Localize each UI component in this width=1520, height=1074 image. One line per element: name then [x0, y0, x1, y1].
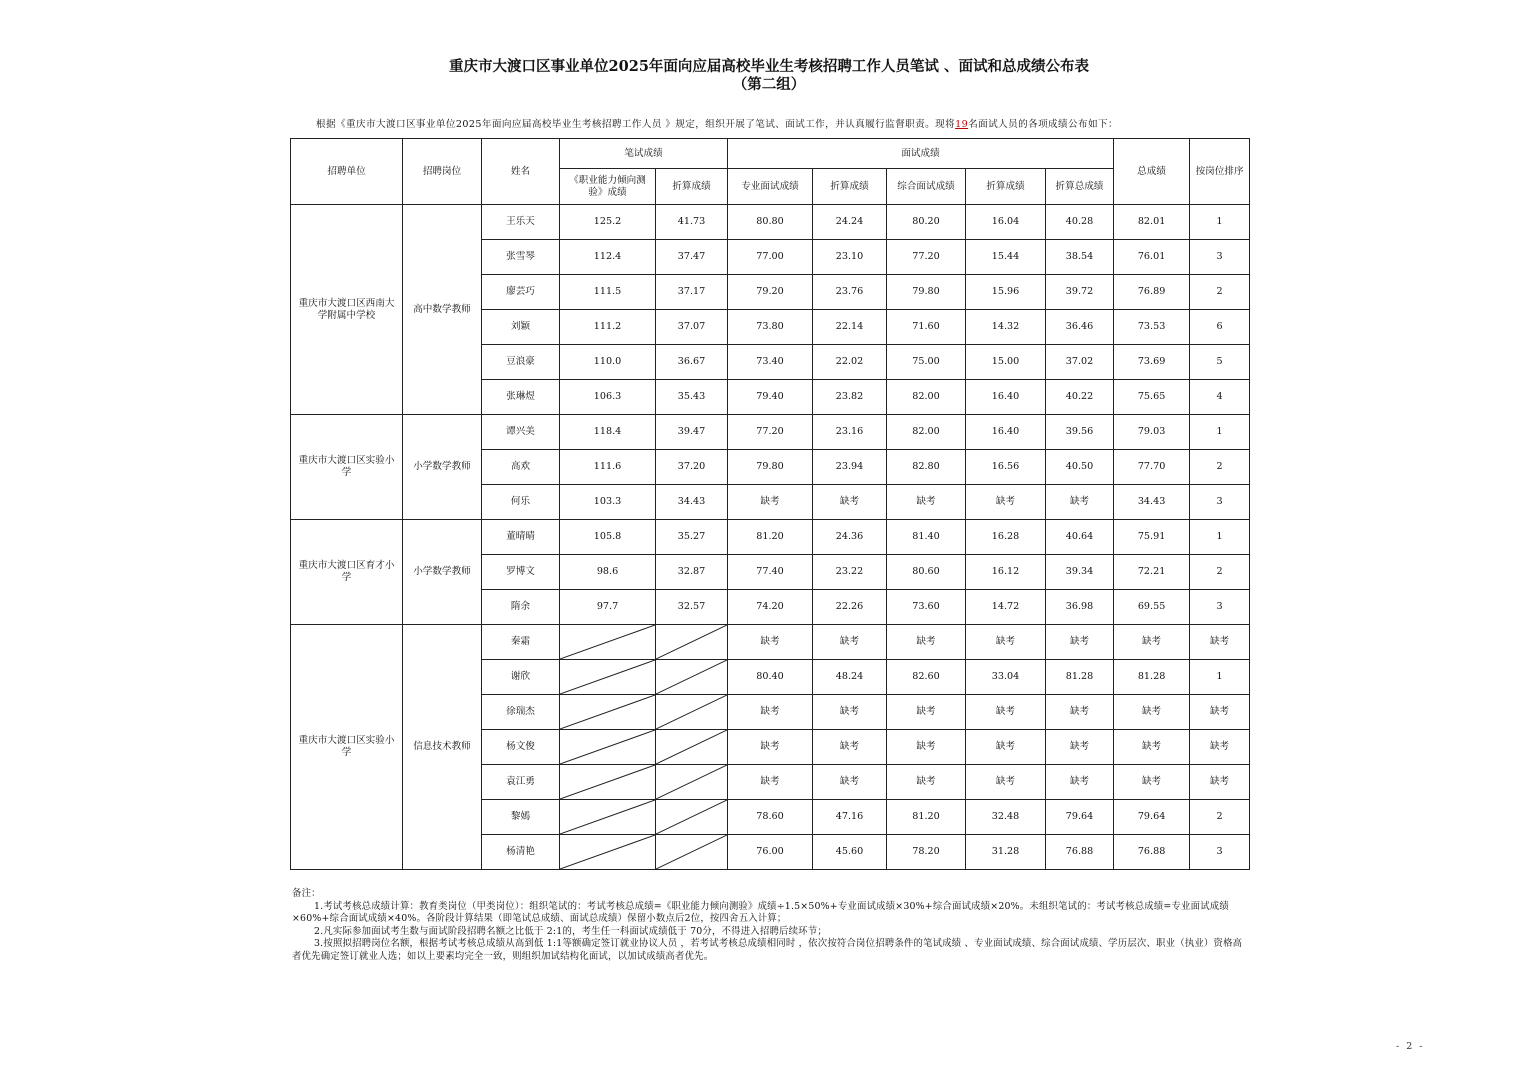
cell-comp-conv: 缺考: [966, 625, 1046, 660]
cell-written-conv: 37.20: [656, 450, 728, 485]
cell-total: 72.21: [1114, 555, 1190, 590]
cell-comp-interview: 81.20: [887, 800, 966, 835]
header-prof-conv: 折算成绩: [813, 169, 887, 205]
cell-aptitude: 111.5: [560, 275, 656, 310]
cell-written-conv: 35.27: [656, 520, 728, 555]
cell-prof-conv: 22.14: [813, 310, 887, 345]
cell-post: 小学数学教师: [403, 520, 482, 625]
cell-name: 黎嫣: [482, 800, 560, 835]
cell-aptitude-struck: [560, 835, 656, 870]
cell-written-conv: 37.17: [656, 275, 728, 310]
cell-name: 张琳煜: [482, 380, 560, 415]
cell-post: 小学数学教师: [403, 415, 482, 520]
cell-total: 79.03: [1114, 415, 1190, 450]
header-comp-conv: 折算成绩: [966, 169, 1046, 205]
cell-name: 豆浪豪: [482, 345, 560, 380]
cell-rank: 2: [1190, 800, 1250, 835]
cell-comp-interview: 82.00: [887, 380, 966, 415]
cell-written-conv: 36.67: [656, 345, 728, 380]
cell-aptitude: 105.8: [560, 520, 656, 555]
cell-prof-interview: 77.40: [728, 555, 813, 590]
cell-interview-total: 76.88: [1046, 835, 1114, 870]
cell-rank: 1: [1190, 415, 1250, 450]
cell-total: 34.43: [1114, 485, 1190, 520]
cell-written-conv: 35.43: [656, 380, 728, 415]
cell-comp-interview: 缺考: [887, 765, 966, 800]
page-number: - 2 -: [1396, 1041, 1425, 1052]
header-name: 姓名: [482, 139, 560, 205]
cell-comp-conv: 16.04: [966, 205, 1046, 240]
cell-written-conv-struck: [656, 660, 728, 695]
note-3: 3.按照拟招聘岗位名额，根据考试考核总成绩从高到低 1:1等额确定签订就业协议人员 ，若考试考核总成绩相同时 ，依次按符合岗位招聘条件的笔试成绩 、专业面试成绩、综合面试成绩、学历层次、职业（执业）资格高者优先确定签订就业人选；如以上要素均完全一致，则组织加试结构化面试，以加试成绩高者优先。: [292, 938, 1243, 962]
cell-aptitude: 103.3: [560, 485, 656, 520]
cell-prof-conv: 45.60: [813, 835, 887, 870]
cell-comp-conv: 16.28: [966, 520, 1046, 555]
cell-aptitude: 106.3: [560, 380, 656, 415]
cell-comp-conv: 16.12: [966, 555, 1046, 590]
cell-rank: 1: [1190, 660, 1250, 695]
cell-written-conv: 41.73: [656, 205, 728, 240]
cell-interview-total: 40.50: [1046, 450, 1114, 485]
cell-rank: 缺考: [1190, 730, 1250, 765]
cell-name: 谢欣: [482, 660, 560, 695]
cell-comp-conv: 14.32: [966, 310, 1046, 345]
cell-total: 76.88: [1114, 835, 1190, 870]
cell-unit: 重庆市大渡口区实验小学: [291, 415, 403, 520]
cell-aptitude-struck: [560, 730, 656, 765]
cell-rank: 1: [1190, 205, 1250, 240]
diagonal-strike-icon: [560, 800, 655, 834]
cell-prof-interview: 79.20: [728, 275, 813, 310]
cell-rank: 3: [1190, 485, 1250, 520]
cell-prof-conv: 缺考: [813, 625, 887, 660]
cell-prof-conv: 23.82: [813, 380, 887, 415]
cell-aptitude: 112.4: [560, 240, 656, 275]
cell-prof-interview: 73.80: [728, 310, 813, 345]
cell-rank: 2: [1190, 450, 1250, 485]
cell-rank: 3: [1190, 835, 1250, 870]
cell-prof-conv: 缺考: [813, 695, 887, 730]
cell-interview-total: 40.22: [1046, 380, 1114, 415]
cell-total: 77.70: [1114, 450, 1190, 485]
cell-comp-conv: 16.56: [966, 450, 1046, 485]
cell-name: 张雪琴: [482, 240, 560, 275]
cell-rank: 1: [1190, 520, 1250, 555]
cell-comp-interview: 缺考: [887, 695, 966, 730]
cell-rank: 5: [1190, 345, 1250, 380]
cell-comp-conv: 缺考: [966, 485, 1046, 520]
cell-comp-conv: 缺考: [966, 730, 1046, 765]
note-2: 2.凡实际参加面试考生数与面试阶段招聘名额之比低于 2:1的，考生任一科面试成绩低于 70分，不得进入招聘后续环节；: [314, 925, 827, 937]
cell-name: 何乐: [482, 485, 560, 520]
cell-interview-total: 39.34: [1046, 555, 1114, 590]
cell-name: 秦霜: [482, 625, 560, 660]
cell-comp-interview: 缺考: [887, 625, 966, 660]
cell-prof-conv: 47.16: [813, 800, 887, 835]
cell-comp-interview: 79.80: [887, 275, 966, 310]
cell-aptitude: 111.2: [560, 310, 656, 345]
cell-interview-total: 缺考: [1046, 485, 1114, 520]
cell-interview-total: 缺考: [1046, 695, 1114, 730]
cell-comp-conv: 16.40: [966, 415, 1046, 450]
cell-interview-total: 缺考: [1046, 730, 1114, 765]
cell-comp-interview: 82.60: [887, 660, 966, 695]
cell-written-conv: 37.47: [656, 240, 728, 275]
cell-total: 75.65: [1114, 380, 1190, 415]
cell-rank: 缺考: [1190, 695, 1250, 730]
cell-total: 缺考: [1114, 625, 1190, 660]
notes: [292, 888, 1248, 964]
cell-aptitude-struck: [560, 765, 656, 800]
cell-interview-total: 36.46: [1046, 310, 1114, 345]
intro-text-after: 名面试人员的各项成绩公布如下：: [968, 119, 1119, 130]
cell-written-conv: 32.87: [656, 555, 728, 590]
cell-aptitude-struck: [560, 695, 656, 730]
intro-count: 19: [955, 119, 969, 130]
cell-aptitude: 98.6: [560, 555, 656, 590]
cell-prof-interview: 缺考: [728, 695, 813, 730]
cell-comp-interview: 缺考: [887, 730, 966, 765]
cell-prof-interview: 77.20: [728, 415, 813, 450]
cell-total: 82.01: [1114, 205, 1190, 240]
diagonal-strike-icon: [656, 660, 727, 694]
cell-interview-total: 缺考: [1046, 765, 1114, 800]
cell-name: 杨文俊: [482, 730, 560, 765]
header-written: 笔试成绩: [560, 139, 728, 169]
cell-unit: 重庆市大渡口区西南大学附属中学校: [291, 205, 403, 415]
cell-prof-conv: 23.94: [813, 450, 887, 485]
cell-comp-conv: 缺考: [966, 765, 1046, 800]
cell-comp-interview: 71.60: [887, 310, 966, 345]
cell-written-conv-struck: [656, 835, 728, 870]
cell-prof-conv: 23.10: [813, 240, 887, 275]
cell-comp-conv: 缺考: [966, 695, 1046, 730]
cell-total: 69.55: [1114, 590, 1190, 625]
header-post: 招聘岗位: [403, 139, 482, 205]
diagonal-strike-icon: [560, 835, 655, 869]
cell-aptitude: 125.2: [560, 205, 656, 240]
cell-comp-conv: 16.40: [966, 380, 1046, 415]
cell-rank: 3: [1190, 240, 1250, 275]
header-aptitude: 《职业能力倾向测验》成绩: [560, 169, 656, 205]
cell-prof-interview: 73.40: [728, 345, 813, 380]
cell-written-conv: 32.57: [656, 590, 728, 625]
cell-interview-total: 81.28: [1046, 660, 1114, 695]
notes-heading: 备注：: [292, 888, 321, 899]
cell-prof-interview: 77.00: [728, 240, 813, 275]
note-1: 1.考试考核总成绩计算：教育类岗位（甲类岗位）：组织笔试的：考试考核总成绩=《职业能力倾向测验》成绩÷1.5×50%+专业面试成绩×30%+综合面试成绩×20%。未组织笔试的：考试考核总成绩=专业面试成绩×60%+综合面试成绩×40%。各阶段计算结果（即笔试总成绩、面试总成绩）保留小数点后2位，按四舍五入计算；: [292, 900, 1229, 925]
diagonal-strike-icon: [560, 765, 655, 799]
page-subtitle: （第二组）: [732, 76, 806, 93]
cell-rank: 6: [1190, 310, 1250, 345]
page-title: 重庆市大渡口区事业单位2025年面向应届高校毕业生考核招聘工作人员笔试 、面试和总成绩公布表: [449, 58, 1089, 75]
cell-aptitude-struck: [560, 800, 656, 835]
diagonal-strike-icon: [656, 695, 727, 729]
cell-interview-total: 38.54: [1046, 240, 1114, 275]
cell-total: 缺考: [1114, 765, 1190, 800]
cell-rank: 3: [1190, 590, 1250, 625]
cell-name: 袁江勇: [482, 765, 560, 800]
cell-written-conv-struck: [656, 800, 728, 835]
cell-interview-total: 39.72: [1046, 275, 1114, 310]
cell-written-conv: 39.47: [656, 415, 728, 450]
cell-total: 76.89: [1114, 275, 1190, 310]
cell-name: 隋余: [482, 590, 560, 625]
table-row: [291, 520, 1250, 555]
cell-comp-interview: 80.60: [887, 555, 966, 590]
cell-prof-conv: 24.36: [813, 520, 887, 555]
cell-total: 73.69: [1114, 345, 1190, 380]
cell-total: 75.91: [1114, 520, 1190, 555]
cell-prof-conv: 23.16: [813, 415, 887, 450]
cell-aptitude: 118.4: [560, 415, 656, 450]
diagonal-strike-icon: [656, 765, 727, 799]
cell-comp-interview: 75.00: [887, 345, 966, 380]
cell-prof-interview: 78.60: [728, 800, 813, 835]
cell-name: 刘颖: [482, 310, 560, 345]
cell-comp-interview: 缺考: [887, 485, 966, 520]
cell-aptitude: 110.0: [560, 345, 656, 380]
cell-name: 徐瑞杰: [482, 695, 560, 730]
cell-total: 79.64: [1114, 800, 1190, 835]
diagonal-strike-icon: [656, 625, 727, 659]
cell-rank: 缺考: [1190, 625, 1250, 660]
diagonal-strike-icon: [560, 730, 655, 764]
cell-comp-interview: 82.00: [887, 415, 966, 450]
header-prof-interview: 专业面试成绩: [728, 169, 813, 205]
header-comp-interview: 综合面试成绩: [887, 169, 966, 205]
cell-comp-interview: 78.20: [887, 835, 966, 870]
cell-prof-interview: 缺考: [728, 765, 813, 800]
cell-name: 王乐天: [482, 205, 560, 240]
cell-interview-total: 40.28: [1046, 205, 1114, 240]
intro-text-before: 根据《重庆市大渡口区事业单位2025年面向应届高校毕业生考核招聘工作人员 》规定，组织开展了笔试、面试工作，并认真履行监督职责。现将: [316, 119, 956, 130]
cell-comp-conv: 33.04: [966, 660, 1046, 695]
cell-prof-conv: 缺考: [813, 730, 887, 765]
cell-aptitude: 111.6: [560, 450, 656, 485]
cell-name: 谭兴美: [482, 415, 560, 450]
header-interview: 面试成绩: [728, 139, 1114, 169]
diagonal-strike-icon: [656, 800, 727, 834]
cell-total: 缺考: [1114, 695, 1190, 730]
cell-unit: 重庆市大渡口区育才小学: [291, 520, 403, 625]
cell-prof-interview: 80.80: [728, 205, 813, 240]
cell-prof-interview: 缺考: [728, 730, 813, 765]
cell-total: 73.53: [1114, 310, 1190, 345]
cell-unit: 重庆市大渡口区实验小学: [291, 625, 403, 870]
cell-written-conv: 37.07: [656, 310, 728, 345]
header-total: 总成绩: [1114, 139, 1190, 205]
cell-written-conv-struck: [656, 625, 728, 660]
cell-comp-conv: 32.48: [966, 800, 1046, 835]
cell-comp-interview: 82.80: [887, 450, 966, 485]
cell-rank: 2: [1190, 275, 1250, 310]
diagonal-strike-icon: [560, 625, 655, 659]
cell-aptitude-struck: [560, 625, 656, 660]
cell-name: 董晴晴: [482, 520, 560, 555]
cell-comp-interview: 81.40: [887, 520, 966, 555]
cell-interview-total: 40.64: [1046, 520, 1114, 555]
cell-prof-conv: 48.24: [813, 660, 887, 695]
table-row: [291, 625, 1250, 660]
cell-interview-total: 79.64: [1046, 800, 1114, 835]
cell-total: 缺考: [1114, 730, 1190, 765]
header-interview-total: 折算总成绩: [1046, 169, 1114, 205]
cell-written-conv-struck: [656, 695, 728, 730]
cell-rank: 2: [1190, 555, 1250, 590]
cell-prof-conv: 缺考: [813, 485, 887, 520]
cell-interview-total: 36.98: [1046, 590, 1114, 625]
cell-rank: 缺考: [1190, 765, 1250, 800]
cell-prof-interview: 80.40: [728, 660, 813, 695]
header-written-conv: 折算成绩: [656, 169, 728, 205]
intro-paragraph: [316, 116, 1118, 130]
cell-comp-conv: 14.72: [966, 590, 1046, 625]
cell-total: 81.28: [1114, 660, 1190, 695]
cell-written-conv-struck: [656, 765, 728, 800]
diagonal-strike-icon: [560, 660, 655, 694]
cell-aptitude: 97.7: [560, 590, 656, 625]
cell-prof-conv: 缺考: [813, 765, 887, 800]
cell-comp-conv: 31.28: [966, 835, 1046, 870]
cell-prof-interview: 79.40: [728, 380, 813, 415]
cell-written-conv: 34.43: [656, 485, 728, 520]
cell-aptitude-struck: [560, 660, 656, 695]
cell-prof-interview: 缺考: [728, 625, 813, 660]
cell-comp-interview: 80.20: [887, 205, 966, 240]
cell-prof-conv: 23.76: [813, 275, 887, 310]
cell-prof-conv: 23.22: [813, 555, 887, 590]
diagonal-strike-icon: [560, 695, 655, 729]
header-rank: 按岗位排序: [1190, 139, 1250, 205]
cell-name: 廖芸巧: [482, 275, 560, 310]
cell-prof-conv: 22.02: [813, 345, 887, 380]
cell-name: 杨清艳: [482, 835, 560, 870]
table-row: [291, 205, 1250, 240]
cell-prof-interview: 缺考: [728, 485, 813, 520]
cell-comp-conv: 15.44: [966, 240, 1046, 275]
table-row: [291, 415, 1250, 450]
cell-rank: 4: [1190, 380, 1250, 415]
cell-prof-conv: 22.26: [813, 590, 887, 625]
header-unit: 招聘单位: [291, 139, 403, 205]
cell-interview-total: 缺考: [1046, 625, 1114, 660]
cell-prof-interview: 74.20: [728, 590, 813, 625]
cell-prof-interview: 81.20: [728, 520, 813, 555]
cell-post: 高中数学教师: [403, 205, 482, 415]
cell-name: 罗博文: [482, 555, 560, 590]
cell-interview-total: 39.56: [1046, 415, 1114, 450]
diagonal-strike-icon: [656, 730, 727, 764]
cell-prof-conv: 24.24: [813, 205, 887, 240]
cell-comp-interview: 73.60: [887, 590, 966, 625]
cell-comp-interview: 77.20: [887, 240, 966, 275]
cell-prof-interview: 79.80: [728, 450, 813, 485]
score-table: [290, 138, 1250, 870]
cell-prof-interview: 76.00: [728, 835, 813, 870]
cell-written-conv-struck: [656, 730, 728, 765]
cell-total: 76.01: [1114, 240, 1190, 275]
cell-comp-conv: 15.96: [966, 275, 1046, 310]
cell-post: 信息技术教师: [403, 625, 482, 870]
cell-comp-conv: 15.00: [966, 345, 1046, 380]
cell-name: 高欢: [482, 450, 560, 485]
cell-interview-total: 37.02: [1046, 345, 1114, 380]
diagonal-strike-icon: [656, 835, 727, 869]
table-body: [291, 205, 1250, 870]
